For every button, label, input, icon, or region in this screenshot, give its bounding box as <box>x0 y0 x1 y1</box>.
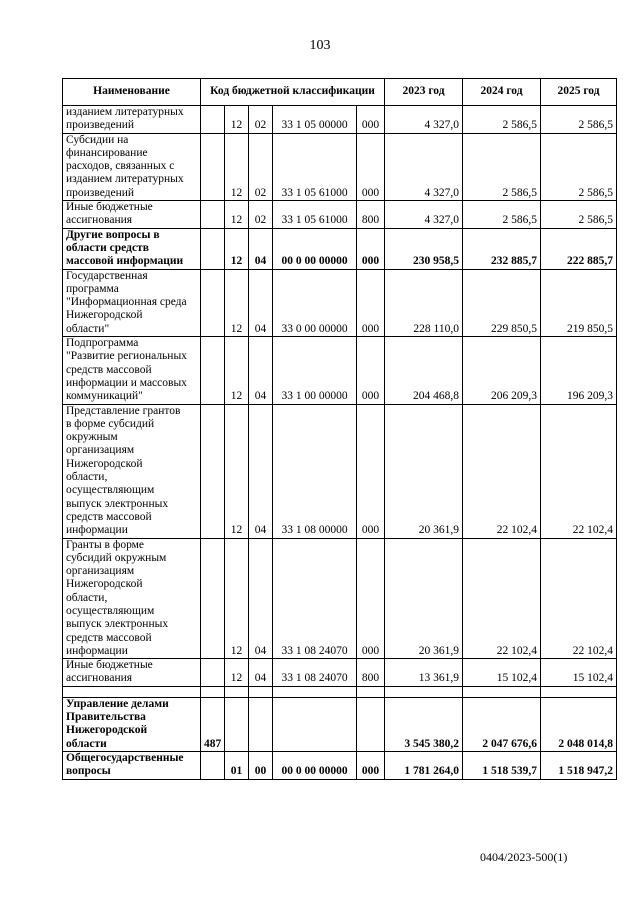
target-article-cell <box>273 697 357 751</box>
empty-cell <box>273 686 357 697</box>
admin-code-cell <box>201 751 225 779</box>
row-name-line: информации и массовых <box>66 376 187 389</box>
section-code-cell: 12 <box>225 404 249 538</box>
row-name-cell <box>63 659 201 687</box>
table-row <box>63 404 617 538</box>
amount-2025-cell: 2 048 014,8 <box>541 697 617 751</box>
header-2023: 2023 год <box>385 79 463 106</box>
row-name-line: вопросы <box>66 765 111 778</box>
empty-cell <box>225 686 249 697</box>
target-article-cell: 33 1 00 00000 <box>273 337 357 404</box>
amount-2025-cell: 1 518 947,2 <box>541 751 617 779</box>
amount-2024-cell: 15 102,4 <box>463 659 541 687</box>
subsection-code-cell: 02 <box>249 133 273 200</box>
row-name-line: организациям <box>66 565 135 578</box>
row-name-line: Нижегородской <box>66 578 143 591</box>
admin-code-cell <box>201 269 225 336</box>
amount-2023-cell: 1 781 264,0 <box>385 751 463 779</box>
amount-2025-cell: 2 586,5 <box>541 201 617 229</box>
empty-cell <box>249 686 273 697</box>
expense-type-cell: 000 <box>357 337 385 404</box>
row-name-line: средств массовой <box>66 363 152 376</box>
table-row <box>63 337 617 404</box>
row-name-line: Управление делами <box>66 697 169 710</box>
row-name-line: области" <box>66 322 110 335</box>
row-name-line: произведений <box>66 119 135 132</box>
row-name-line: Государственная <box>66 269 148 282</box>
row-name-line: области <box>66 737 107 750</box>
row-name-line: Иные бюджетные <box>66 659 153 672</box>
table-row <box>63 106 617 134</box>
amount-2025-cell: 22 102,4 <box>541 404 617 538</box>
amount-2024-cell: 22 102,4 <box>463 538 541 659</box>
amount-2024-cell: 232 885,7 <box>463 228 541 269</box>
admin-code-cell <box>201 538 225 659</box>
amount-2024-cell: 229 850,5 <box>463 269 541 336</box>
section-code-cell: 12 <box>225 269 249 336</box>
amount-2023-cell: 228 110,0 <box>385 269 463 336</box>
expense-type-cell <box>357 697 385 751</box>
row-name-line: осуществляющим <box>66 604 155 617</box>
admin-code-cell <box>201 228 225 269</box>
amount-2025-cell: 2 586,5 <box>541 133 617 200</box>
expense-type-cell: 800 <box>357 201 385 229</box>
target-article-cell: 00 0 00 00000 <box>273 228 357 269</box>
table-row <box>63 133 617 200</box>
header-2024: 2024 год <box>463 79 541 106</box>
row-name-line: области средств <box>66 241 149 254</box>
subsection-code-cell: 00 <box>249 751 273 779</box>
admin-code-cell <box>201 337 225 404</box>
amount-2023-cell: 204 468,8 <box>385 337 463 404</box>
row-name-line: "Информационная среда <box>66 296 187 309</box>
amount-2023-cell: 20 361,9 <box>385 538 463 659</box>
table-row <box>63 751 617 779</box>
table-row <box>63 269 617 336</box>
amount-2025-cell: 15 102,4 <box>541 659 617 687</box>
row-name-cell <box>63 201 201 229</box>
expense-type-cell: 000 <box>357 133 385 200</box>
amount-2023-cell: 13 361,9 <box>385 659 463 687</box>
target-article-cell: 33 1 05 61000 <box>273 201 357 229</box>
amount-2025-cell: 22 102,4 <box>541 538 617 659</box>
amount-2024-cell: 1 518 539,7 <box>463 751 541 779</box>
target-article-cell: 33 0 00 00000 <box>273 269 357 336</box>
row-name-line: ассигнования <box>66 214 133 227</box>
row-name-line: программа <box>66 282 119 295</box>
amount-2023-cell: 4 327,0 <box>385 133 463 200</box>
amount-2023-cell: 230 958,5 <box>385 228 463 269</box>
section-code-cell: 12 <box>225 133 249 200</box>
row-name-line: Нижегородской <box>66 724 148 737</box>
subsection-code-cell: 04 <box>249 337 273 404</box>
row-name-line: субсидий окружным <box>66 551 167 564</box>
row-name-line: произведений <box>66 186 135 199</box>
row-name-line: "Развитие региональных <box>66 350 187 363</box>
table-header-row <box>63 79 617 106</box>
row-name-line: Представление грантов <box>66 404 181 417</box>
table-row <box>63 228 617 269</box>
expense-type-cell: 800 <box>357 659 385 687</box>
section-code-cell: 12 <box>225 337 249 404</box>
row-name-cell <box>63 751 201 779</box>
empty-cell <box>63 686 201 697</box>
empty-cell <box>541 686 617 697</box>
row-name-line: Подпрограмма <box>66 337 139 350</box>
row-name-line: информации <box>66 644 128 657</box>
row-name-line: Другие вопросы в <box>66 228 160 241</box>
expense-type-cell: 000 <box>357 404 385 538</box>
header-name: Наименование <box>63 79 201 106</box>
admin-code-cell <box>201 106 225 134</box>
table-row <box>63 697 617 751</box>
row-name-line: изданием литературных <box>66 173 184 186</box>
row-name-line: изданием литературных <box>66 106 184 118</box>
expense-type-cell: 000 <box>357 106 385 134</box>
header-2025: 2025 год <box>541 79 617 106</box>
row-name-cell <box>63 228 201 269</box>
subsection-code-cell: 02 <box>249 106 273 134</box>
table-row <box>63 201 617 229</box>
amount-2023-cell: 3 545 380,2 <box>385 697 463 751</box>
target-article-cell: 33 1 05 61000 <box>273 133 357 200</box>
row-name-cell <box>63 133 201 200</box>
row-name-cell <box>63 404 201 538</box>
page-number: 103 <box>309 38 331 53</box>
table-row <box>63 538 617 659</box>
row-name-line: области, <box>66 591 108 604</box>
subsection-code-cell: 04 <box>249 269 273 336</box>
row-name-cell <box>63 337 201 404</box>
amount-2024-cell: 22 102,4 <box>463 404 541 538</box>
subsection-code-cell: 04 <box>249 404 273 538</box>
section-code-cell <box>225 697 249 751</box>
amount-2024-cell: 2 586,5 <box>463 201 541 229</box>
table-row <box>63 659 617 687</box>
subsection-code-cell <box>249 697 273 751</box>
row-name-line: ассигнования <box>66 672 133 685</box>
amount-2025-cell: 219 850,5 <box>541 269 617 336</box>
header-budget-code: Код бюджетной классификации <box>201 79 385 106</box>
amount-2024-cell: 2 047 676,6 <box>463 697 541 751</box>
row-name-cell <box>63 538 201 659</box>
row-name-line: финансирование <box>66 146 148 159</box>
row-name-line: организациям <box>66 444 135 457</box>
row-name-line: выпуск электронных <box>66 497 169 510</box>
expense-type-cell: 000 <box>357 228 385 269</box>
admin-code-cell <box>201 133 225 200</box>
table-body <box>63 106 617 780</box>
row-name-cell <box>63 697 201 751</box>
target-article-cell: 00 0 00 00000 <box>273 751 357 779</box>
row-name-line: окружным <box>66 431 118 444</box>
row-name-line: Нижегородской <box>66 457 143 470</box>
section-code-cell: 01 <box>225 751 249 779</box>
amount-2023-cell: 4 327,0 <box>385 106 463 134</box>
row-name-line: Гранты в форме <box>66 538 145 551</box>
section-code-cell: 12 <box>225 106 249 134</box>
row-name-line: Нижегородской <box>66 309 143 322</box>
row-name-line: в форме субсидий <box>66 417 155 430</box>
row-name-line: коммуникаций" <box>66 390 143 403</box>
section-code-cell: 12 <box>225 659 249 687</box>
amount-2024-cell: 2 586,5 <box>463 106 541 134</box>
row-name-cell <box>63 106 201 134</box>
subsection-code-cell: 04 <box>249 228 273 269</box>
amount-2024-cell: 206 209,3 <box>463 337 541 404</box>
section-code-cell: 12 <box>225 538 249 659</box>
row-name-line: информации <box>66 524 128 537</box>
budget-table <box>62 78 617 780</box>
document-code: 0404/2023-500(1) <box>480 850 568 864</box>
table-spacer-row <box>63 686 617 697</box>
amount-2023-cell: 20 361,9 <box>385 404 463 538</box>
row-name-line: Субсидии на <box>66 133 129 146</box>
amount-2023-cell: 4 327,0 <box>385 201 463 229</box>
expense-type-cell: 000 <box>357 269 385 336</box>
target-article-cell: 33 1 05 00000 <box>273 106 357 134</box>
amount-2025-cell: 2 586,5 <box>541 106 617 134</box>
admin-code-cell: 487 <box>201 697 225 751</box>
amount-2025-cell: 222 885,7 <box>541 228 617 269</box>
admin-code-cell <box>201 404 225 538</box>
empty-cell <box>463 686 541 697</box>
target-article-cell: 33 1 08 24070 <box>273 659 357 687</box>
amount-2025-cell: 196 209,3 <box>541 337 617 404</box>
subsection-code-cell: 04 <box>249 538 273 659</box>
target-article-cell: 33 1 08 24070 <box>273 538 357 659</box>
expense-type-cell: 000 <box>357 538 385 659</box>
row-name-line: расходов, связанных с <box>66 160 175 173</box>
empty-cell <box>357 686 385 697</box>
subsection-code-cell: 02 <box>249 201 273 229</box>
section-code-cell: 12 <box>225 201 249 229</box>
empty-cell <box>201 686 225 697</box>
row-name-line: средств массовой <box>66 631 152 644</box>
empty-cell <box>385 686 463 697</box>
amount-2024-cell: 2 586,5 <box>463 133 541 200</box>
section-code-cell: 12 <box>225 228 249 269</box>
row-name-line: выпуск электронных <box>66 618 169 631</box>
row-name-line: области, <box>66 471 108 484</box>
row-name-line: средств массовой <box>66 510 152 523</box>
admin-code-cell <box>201 201 225 229</box>
admin-code-cell <box>201 659 225 687</box>
row-name-cell <box>63 269 201 336</box>
row-name-line: Общегосударственные <box>66 751 184 764</box>
row-name-line: осуществляющим <box>66 484 155 497</box>
subsection-code-cell: 04 <box>249 659 273 687</box>
target-article-cell: 33 1 08 00000 <box>273 404 357 538</box>
expense-type-cell: 000 <box>357 751 385 779</box>
row-name-line: Иные бюджетные <box>66 201 153 214</box>
row-name-line: Правительства <box>66 711 146 724</box>
row-name-line: массовой информации <box>66 255 184 268</box>
